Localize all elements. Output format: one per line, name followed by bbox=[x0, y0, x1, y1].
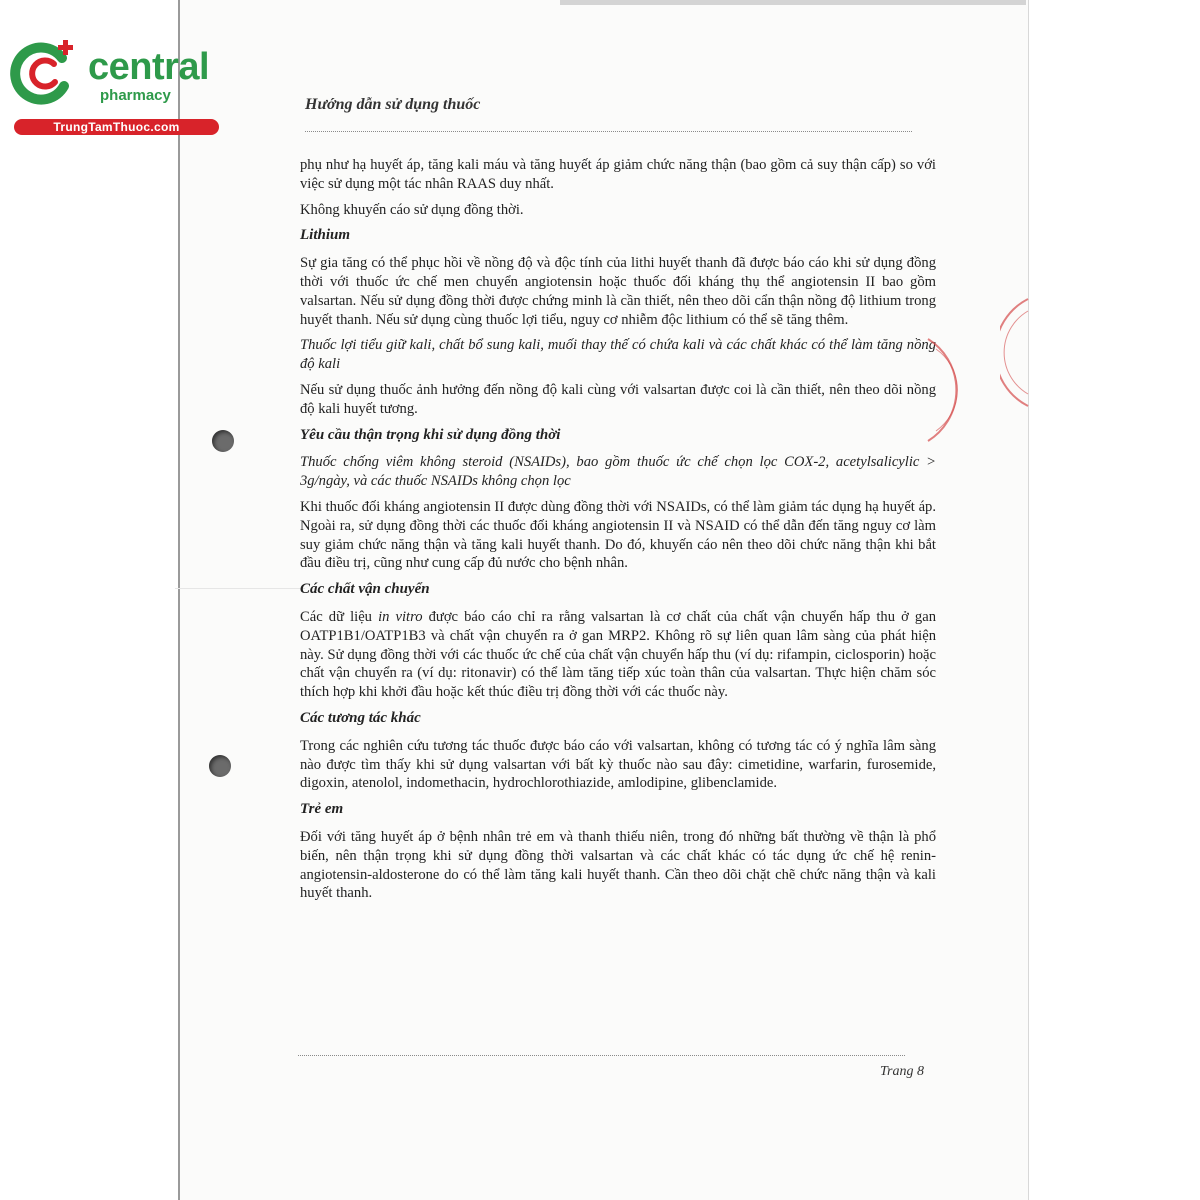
subheading: Thuốc chống viêm không steroid (NSAIDs), bao gồm thuốc ức chế chọn lọc COX-2, acetylsalicylic > 3g/ngày, và các thuốc NSAIDs không chọn lọc bbox=[300, 454, 936, 490]
page-header: Hướng dẫn sử dụng thuốc bbox=[305, 96, 481, 113]
section-heading: Lithium bbox=[300, 227, 351, 244]
paragraph: phụ như hạ huyết áp, tăng kali máu và tăng huyết áp giảm chức năng thận (bao gồm cả suy thận cấp) so với việc sử dụng một tác nhân RAAS duy nhất. bbox=[300, 157, 936, 192]
section-heading: Trẻ em bbox=[300, 801, 344, 818]
paragraph: Khi thuốc đối kháng angiotensin II được dùng đồng thời với NSAIDs, có thể làm giảm tác dụng hạ huyết áp. Ngoài ra, sử dụng đồng thời các thuốc đối kháng angiotensin II và NSAID có thể dẫn đến tăng nguy cơ làm suy giảm chức năng thận và tăng kali huyết thanh. Do đó, khuyến cáo nên theo dõi chức năng thận khi bắt đầu điều trị, cũng như cung cấp đủ nước cho bệnh nhân. bbox=[300, 498, 936, 572]
italic-term: in vitro bbox=[378, 608, 423, 625]
subheading: Thuốc lợi tiểu giữ kali, chất bổ sung kali, muối thay thế có chứa kali và các chất khác có thể làm tăng nồng độ kali bbox=[300, 337, 936, 373]
paragraph: Trong các nghiên cứu tương tác thuốc được báo cáo với valsartan, không có tương tác có ý nghĩa lâm sàng nào được tìm thấy khi sử dụng valsartan với bất kỳ thuốc nào sau đây: cimetidine, warfarin, furosemide, digoxin, atenolol, indomethacin, hydrochlorothiazide, amlodipine, glibenclamide. bbox=[300, 737, 936, 792]
paragraph: Nếu sử dụng thuốc ảnh hưởng đến nồng độ kali cùng với valsartan được coi là cần thiết, nên theo dõi nồng độ kali huyết tương. bbox=[300, 381, 936, 417]
central-pharmacy-logo[interactable] bbox=[10, 38, 215, 138]
paragraph bbox=[300, 608, 936, 702]
stamp-mark bbox=[1000, 295, 1030, 410]
document-body bbox=[300, 156, 936, 910]
page-number: Trang 8 bbox=[880, 1064, 924, 1079]
stamp-mark bbox=[920, 335, 960, 445]
punch-hole bbox=[209, 755, 231, 777]
header-divider bbox=[305, 131, 912, 132]
logo-website: TrungTamThuoc.com bbox=[14, 119, 219, 135]
paragraph: Không khuyến cáo sử dụng đồng thời. bbox=[300, 201, 524, 218]
text-run: được báo cáo chỉ ra rằng valsartan là cơ chất của chất vận chuyển hấp thu ở gan OATP1B1/OATP1B3 và chất vận chuyển ra ở gan MRP2. Không rõ sự liên quan lâm sàng của phát hiện này. Sử dụng đồng thời với các thuốc ức chế của chất vận chuyển hấp thu (ví dụ: rifampin, ciclosporin) hoặc chất vận chuyển ra (ví dụ: ritonavir) có thể làm tăng tiếp xúc toàn thân của valsartan. Thực hiện chăm sóc thích hợp khi khởi đầu hoặc kết thúc điều trị đồng thời với các thuốc này. bbox=[300, 608, 936, 701]
logo-subtitle: pharmacy bbox=[100, 87, 171, 104]
scan-edge bbox=[560, 0, 1026, 5]
text-run: Các dữ liệu bbox=[300, 608, 379, 625]
fold-mark bbox=[175, 588, 305, 589]
section-heading: Các tương tác khác bbox=[300, 709, 421, 726]
footer-divider bbox=[298, 1055, 905, 1056]
pharmacy-cross-icon bbox=[10, 38, 80, 108]
paragraph: Sự gia tăng có thể phục hồi về nồng độ và độc tính của lithi huyết thanh đã được báo cáo khi sử dụng đồng thời với thuốc ức chế men chuyển angiotensin hoặc thuốc đối kháng thụ thể angiotensin II bao gồm valsartan. Nếu sử dụng đồng thời được chứng minh là cần thiết, nên theo dõi cẩn thận nồng độ lithium trong huyết thanh. Nếu sử dụng cùng thuốc lợi tiểu, nguy cơ nhiễm độc lithium có thể sẽ tăng thêm. bbox=[300, 255, 936, 328]
section-heading: Yêu cầu thận trọng khi sử dụng đồng thời bbox=[300, 426, 561, 443]
logo-brand: central bbox=[88, 46, 210, 88]
paragraph: Đối với tăng huyết áp ở bệnh nhân trẻ em và thanh thiếu niên, trong đó những bất thường về thận là phổ biến, nên thận trọng khi sử dụng đồng thời valsartan và các chất khác có tác dụng ức chế hệ renin-angiotensin-aldosterone do có thể làm tăng kali huyết thanh. Cần theo dõi chặt chẽ chức năng thận và kali huyết thanh. bbox=[300, 828, 936, 902]
punch-hole bbox=[212, 430, 234, 452]
section-heading: Các chất vận chuyển bbox=[300, 581, 430, 598]
